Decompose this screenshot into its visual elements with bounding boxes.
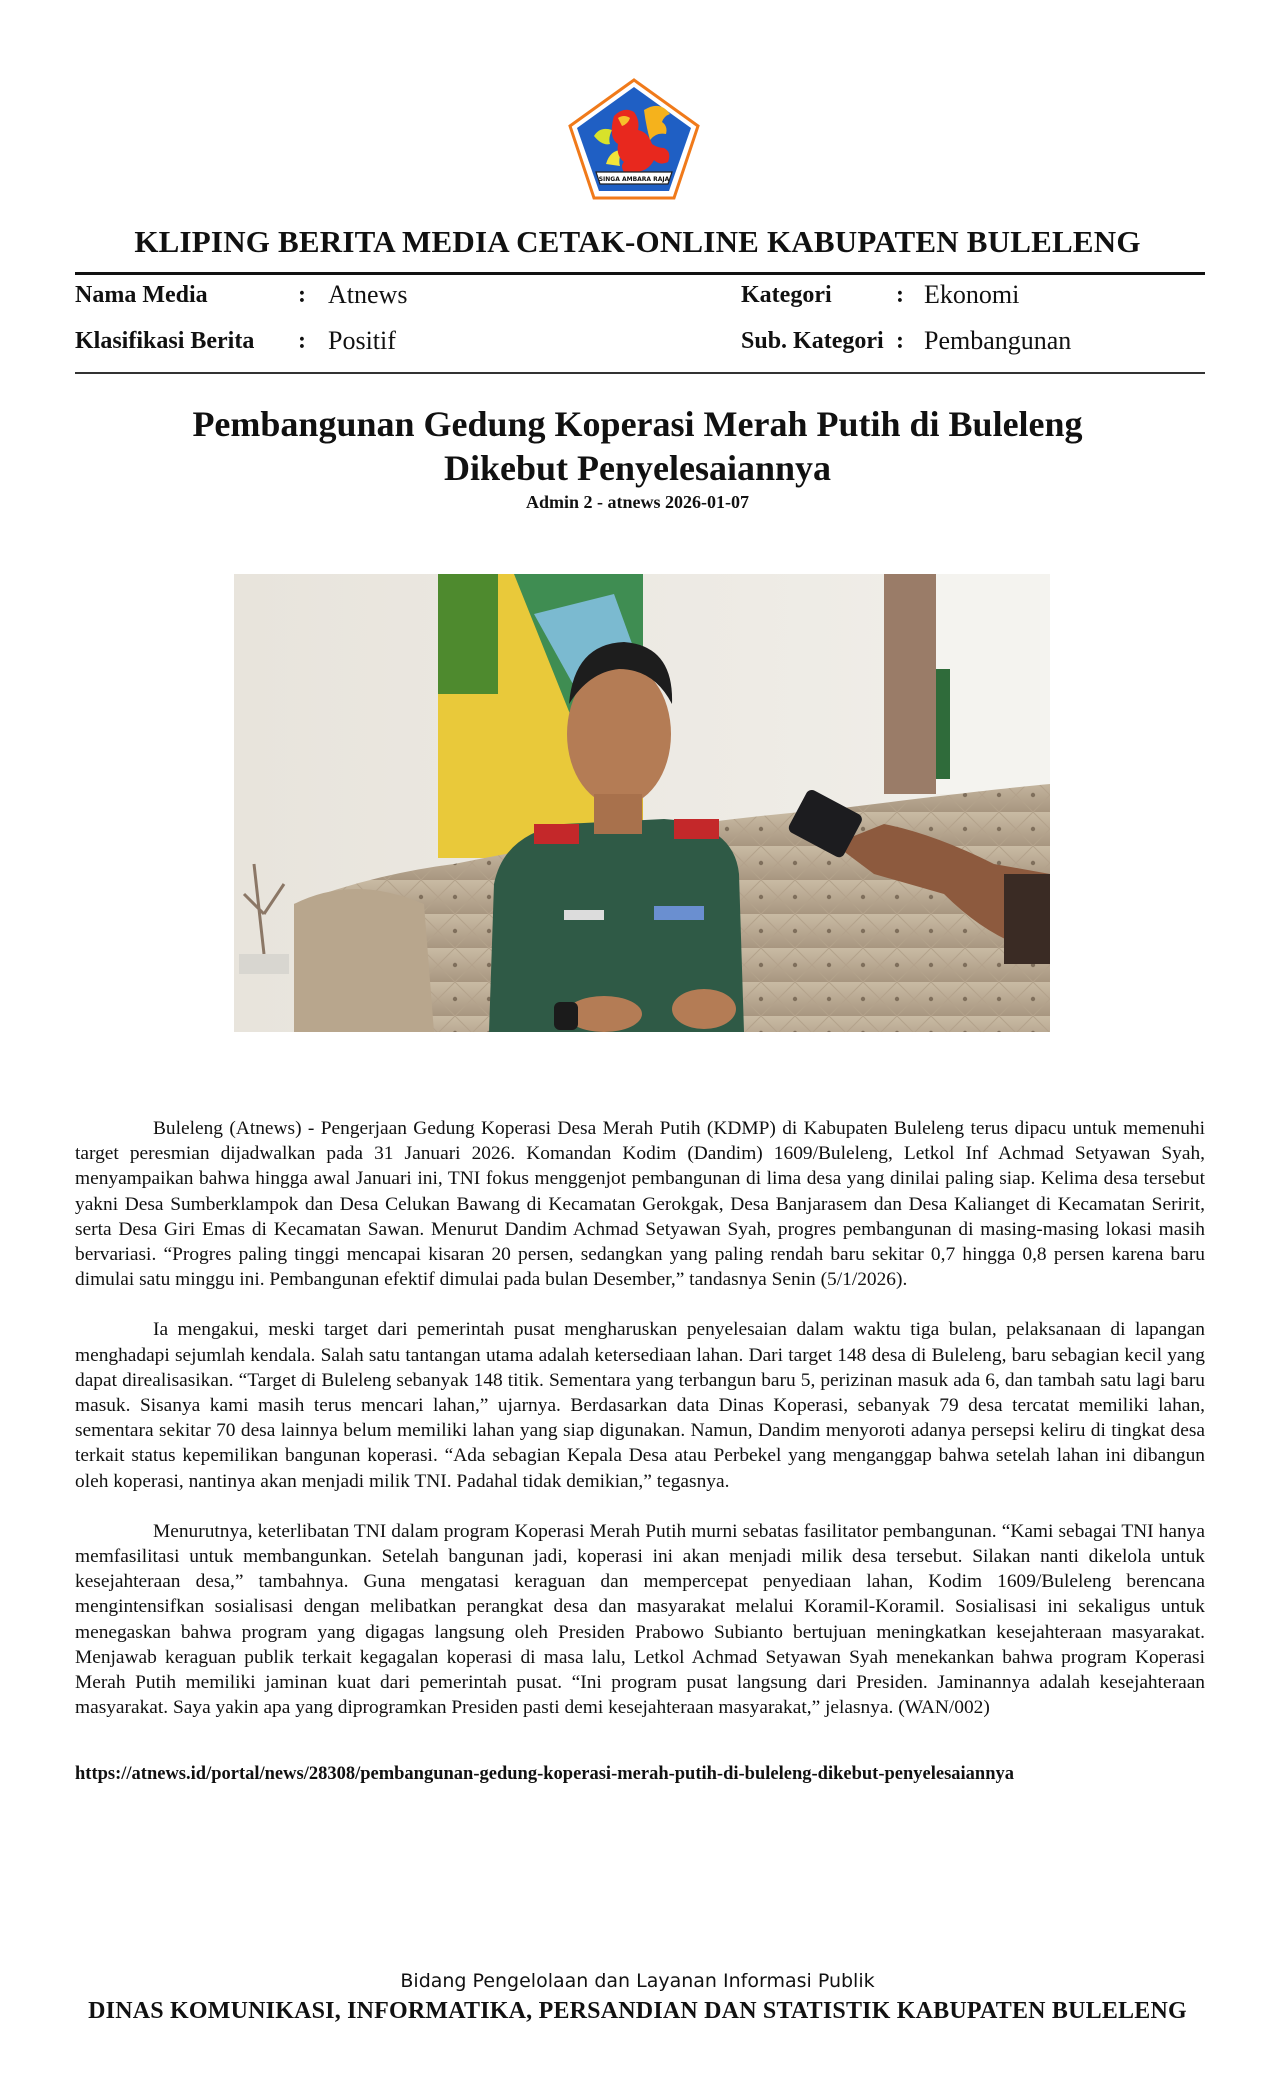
header-divider-bottom [75, 372, 1205, 374]
category-value: Ekonomi [924, 280, 1020, 309]
buleleng-regency-crest-icon [566, 76, 702, 202]
headline-line-2: Dikebut Penyelesaiannya [443, 448, 832, 488]
article-paragraph: Menurutnya, keterlibatan TNI dalam program Koperasi Merah Putih murni sebatas fasilitator pembangunan. “Kami sebagai TNI hanya memfasilitasi untuk membangunkan. Setelah bangunan jadi, koperasi ini akan menjadi milik desa tersebut. Silakan nanti dikelola untuk kesejahteraan desa,” tambahnya. Guna mengatasi keraguan dan mempercepat penyediaan lahan, Kodim 1609/Buleleng berencana mengintensifkan sosialisasi dengan melibatkan perangkat desa dan masyarakat melalui Koramil-Koramil. Sosialisasi ini sekaligus untuk menegaskan bahwa program yang digagas langsung oleh Presiden Prabowo Subianto bertujuan meningkatkan kesejahteraan masyarakat. Menjawab keraguan publik terkait kegagalan koperasi di masa lalu, Letkol Achmad Setyawan Syah menekankan bahwa program Koperasi Merah Putih memiliki jaminan kuat dari pemerintah pusat. “Ini program pusat langsung dari Presiden. Jaminannya adalah kesejahteraan masyarakat. Saya yakin apa yang diprogramkan Presiden pasti demi kesejahteraan masyarakat,” jelasnya. (WAN/002) [75, 1520, 1205, 1719]
subcategory-colon: : [896, 328, 904, 354]
classification-value: Positif [328, 326, 396, 355]
article-byline: Admin 2 - atnews 2026-01-07 [526, 492, 749, 512]
footer-department: Bidang Pengelolaan dan Layanan Informasi Publik [400, 1970, 875, 1992]
source-url-link[interactable]: https://atnews.id/portal/news/28308/pembangunan-gedung-koperasi-merah-putih-di-buleleng-dikebut-penyelesaiannya [75, 1764, 1015, 1784]
category-colon: : [896, 282, 904, 308]
classification-label: Klasifikasi Berita [75, 328, 255, 354]
subcategory-value: Pembangunan [924, 326, 1072, 355]
article-paragraph: Ia mengakui, meski target dari pemerintah pusat mengharuskan penyelesaian dalam waktu tiga bulan, pelaksanaan di lapangan menghadapi sejumlah kendala. Salah satu tantangan utama adalah ketersediaan lahan. Dari target 148 desa di Buleleng, baru sebagian kecil yang dapat direalisasikan. “Target di Buleleng sebanyak 148 titik. Sementara yang terbangun baru 5, perizinan masuk ada 6, dan tambah satu lagi baru masuk. Sisanya kami masih terus mencari lahan,” ujarnya. Berdasarkan data Dinas Koperasi, sebanyak 79 desa tercatat memiliki lahan, sementara sekitar 70 desa lainnya belum memiliki lahan yang siap digunakan. Namun, Dandim menyoroti adanya persepsi keliru di tingkat desa terkait status kepemilikan bangunan koperasi. “Ada sebagian Kepala Desa atau Perbekel yang menganggap bahwa setelah lahan ini dibangun oleh koperasi, nantinya akan menjadi milik TNI. Padahal tidak demikian,” tegasnya. [75, 1319, 1205, 1492]
document-title: KLIPING BERITA MEDIA CETAK-ONLINE KABUPATEN BULELENG [134, 224, 1141, 259]
media-value: Atnews [328, 280, 408, 309]
article-headline [0, 402, 1275, 490]
media-label: Nama Media [75, 282, 208, 308]
crest-motto: SINGA AMBARA RAJA [598, 176, 670, 183]
subcategory-label: Sub. Kategori [741, 328, 884, 354]
classification-colon: : [298, 328, 306, 354]
header-divider-top [75, 272, 1205, 275]
article-photo [234, 574, 1050, 1032]
photo-illustration [234, 574, 1050, 1032]
footer-office: DINAS KOMUNIKASI, INFORMATIKA, PERSANDIAN DAN STATISTIK KABUPATEN BULELENG [88, 1998, 1187, 2024]
headline-line-1: Pembangunan Gedung Koperasi Merah Putih di Buleleng [192, 404, 1083, 444]
crest-graphic [566, 76, 702, 202]
category-label: Kategori [741, 282, 832, 308]
media-colon: : [298, 282, 306, 308]
article-body [75, 1116, 1205, 1745]
article-paragraph: Buleleng (Atnews) - Pengerjaan Gedung Koperasi Desa Merah Putih (KDMP) di Kabupaten Buleleng terus dipacu untuk memenuhi target peresmian dijadwalkan pada 31 Januari 2026. Komandan Kodim (Dandim) 1609/Buleleng, Letkol Inf Achmad Setyawan Syah, menyampaikan bahwa hingga awal Januari ini, TNI fokus menggenjot pembangunan di lima desa yang dinilai paling siap. Kelima desa tersebut yakni Desa Sumberklampok dan Desa Celukan Bawang di Kecamatan Gerokgak, Desa Banjarasem dan Desa Kalianget di Kecamatan Seririt, serta Desa Giri Emas di Kecamatan Sawan. Menurut Dandim Achmad Setyawan Syah, progres pembangunan di masing-masing lokasi masih bervariasi. “Progres paling tinggi mencapai kisaran 20 persen, sedangkan yang paling rendah baru sekitar 0,7 hingga 0,8 persen karena baru dimulai satu minggu ini. Pembangunan efektif dimulai pada bulan Desember,” tandasnya Senin (5/1/2026). [75, 1118, 1205, 1291]
